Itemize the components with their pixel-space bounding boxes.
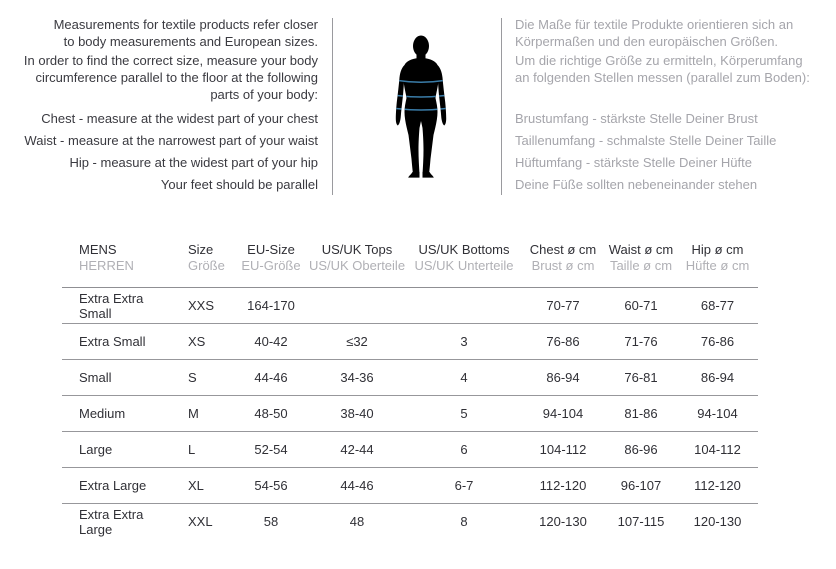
header-de: EU-Größe: [241, 258, 301, 273]
waist-cell: 60-71: [624, 298, 658, 313]
waist-cell: 96-107: [620, 478, 662, 493]
hip-cell: 76-86: [700, 334, 735, 349]
hip-cell: 104-112: [694, 442, 741, 457]
waist-cell: 71-76: [624, 334, 658, 349]
header-chest: [521, 242, 605, 274]
table-row: [62, 468, 758, 504]
eu-size-cell: 48-50: [254, 406, 288, 421]
silhouette-shape: [396, 36, 446, 178]
header-en: Hip ø cm: [691, 242, 744, 257]
header-en: US/UK Bottoms: [418, 242, 510, 257]
chest-cell: 112-120: [539, 478, 587, 493]
intro-de-text: an folgenden Stellen messen (parallel zum Boden):: [515, 70, 810, 85]
eu-size-cell: 44-46: [254, 370, 288, 385]
size-code-cell: XXS: [188, 298, 215, 313]
header-eu-size: [235, 242, 307, 274]
header-en: Chest ø cm: [529, 242, 597, 257]
intro-de-hip-note: Hüftumfang - stärkste Stelle Deiner Hüfte: [515, 155, 752, 170]
usuk-tops-cell: 38-40: [340, 406, 374, 421]
header-de: Taille ø cm: [609, 258, 673, 273]
intro-en-chest-note: Chest - measure at the widest part of your chest: [41, 111, 318, 126]
divider-right: [501, 18, 502, 195]
header-hip: [677, 242, 758, 274]
waist-cell: 107-115: [617, 514, 665, 529]
table-row: [62, 432, 758, 468]
size-name-cell: Small: [79, 370, 112, 385]
male-silhouette-figure: [376, 35, 466, 178]
eu-size-cell: 54-56: [254, 478, 288, 493]
header-de: Größe: [188, 258, 225, 273]
table-row: [62, 360, 758, 396]
header-size: [170, 242, 235, 274]
usuk-tops-cell: 42-44: [340, 442, 374, 457]
table-row: [62, 324, 758, 360]
table-row: [62, 396, 758, 432]
intro-english-block: [24, 16, 318, 193]
intro-de-waist-note: Taillenumfang - schmalste Stelle Deiner Taille: [515, 133, 777, 148]
intro-en-text: Measurements for textile products refer closer: [53, 17, 318, 32]
eu-size-cell: 40-42: [254, 334, 288, 349]
intro-de-text: Die Maße für textile Produkte orientieren sich an: [515, 17, 794, 32]
usuk-tops-cell: ≤32: [346, 334, 368, 349]
size-code-cell: XXL: [188, 514, 213, 529]
table-row: [62, 504, 758, 539]
divider-left: [332, 18, 333, 195]
usuk-bottoms-cell: 4: [460, 370, 468, 385]
size-name-cell: Large: [79, 442, 113, 457]
chest-cell: 104-112: [539, 442, 587, 457]
usuk-bottoms-cell: 3: [460, 334, 468, 349]
header-en: US/UK Tops: [321, 242, 393, 257]
mens-size-table: [62, 242, 758, 539]
intro-en-text: parts of your body:: [210, 87, 318, 102]
header-en: Waist ø cm: [608, 242, 674, 257]
intro-en-measure-list: [24, 110, 318, 193]
intro-en-feet-note: Your feet should be parallel: [160, 177, 318, 192]
hip-cell: 86-94: [700, 370, 735, 385]
usuk-tops-cell: 34-36: [340, 370, 374, 385]
waist-cell: 86-96: [624, 442, 658, 457]
usuk-bottoms-cell: 5: [460, 406, 468, 421]
header-de: Brust ø cm: [531, 258, 595, 273]
header-en: MENS: [79, 242, 117, 257]
chest-cell: 86-94: [546, 370, 580, 385]
size-code-cell: L: [188, 442, 196, 457]
header-de: US/UK Unterteile: [414, 258, 514, 273]
intro-en-paragraph-1: [24, 16, 318, 50]
usuk-bottoms-cell: 6: [460, 442, 468, 457]
size-code-cell: M: [188, 406, 199, 421]
intro-de-text: Körpermaßen und den europäischen Größen.: [515, 34, 779, 49]
intro-de-chest-note: Brustumfang - stärkste Stelle Deiner Brust: [515, 111, 758, 126]
intro-de-text: Um die richtige Größe zu ermitteln, Körperumfang: [515, 53, 803, 68]
intro-de-feet-note: Deine Füße sollten nebeneinander stehen: [515, 177, 758, 192]
size-name-cell: Extra Extra Large: [79, 506, 144, 537]
intro-german-block: [515, 16, 810, 193]
intro-en-hip-note: Hip - measure at the widest part of your hip: [69, 155, 318, 170]
header-de: US/UK Oberteile: [308, 258, 406, 273]
size-code-cell: XS: [188, 334, 206, 349]
chest-cell: 76-86: [546, 334, 580, 349]
hip-cell: 94-104: [697, 406, 738, 421]
intro-en-paragraph-2: [24, 52, 318, 103]
usuk-bottoms-cell: 6-7: [454, 478, 474, 493]
intro-en-text: In order to find the correct size, measure your body: [23, 53, 318, 68]
usuk-bottoms-cell: 8: [460, 514, 468, 529]
hip-cell: 120-130: [693, 514, 742, 529]
eu-size-cell: 164-170: [247, 298, 295, 313]
waist-cell: 76-81: [624, 370, 658, 385]
chest-cell: 70-77: [546, 298, 580, 313]
table-header: [62, 242, 758, 288]
header-waist: [605, 242, 677, 274]
usuk-tops-cell: 44-46: [340, 478, 374, 493]
header-en: Size: [188, 242, 214, 257]
size-code-cell: S: [188, 370, 197, 385]
eu-size-cell: 52-54: [254, 442, 288, 457]
intro-en-text: circumference parallel to the floor at the following: [35, 70, 318, 85]
eu-size-cell: 58: [263, 514, 279, 529]
size-code-cell: XL: [188, 478, 204, 493]
size-name-cell: Extra Extra Small: [79, 290, 144, 321]
intro-de-paragraph-2: [515, 52, 810, 86]
header-usuk-bottoms: [407, 242, 521, 274]
chest-cell: 94-104: [542, 406, 584, 421]
intro-de-paragraph-1: [515, 16, 810, 50]
chest-cell: 120-130: [539, 514, 587, 529]
header-en: EU-Size: [247, 242, 295, 257]
size-name-cell: Extra Small: [79, 334, 146, 349]
intro-de-measure-list: [515, 110, 810, 193]
table-row: [62, 288, 758, 324]
header-de: Hüfte ø cm: [685, 258, 750, 273]
header-usuk-tops: [307, 242, 407, 274]
intro-en-text: to body measurements and European sizes.: [63, 34, 318, 49]
header-de: HERREN: [79, 258, 134, 273]
usuk-tops-cell: 48: [349, 514, 365, 529]
size-name-cell: Medium: [79, 406, 126, 421]
hip-cell: 112-120: [694, 478, 741, 493]
size-name-cell: Extra Large: [79, 478, 147, 493]
waist-cell: 81-86: [624, 406, 658, 421]
hip-cell: 68-77: [700, 298, 735, 313]
intro-en-waist-note: Waist - measure at the narrowest part of your waist: [24, 133, 318, 148]
header-mens: [62, 242, 170, 274]
